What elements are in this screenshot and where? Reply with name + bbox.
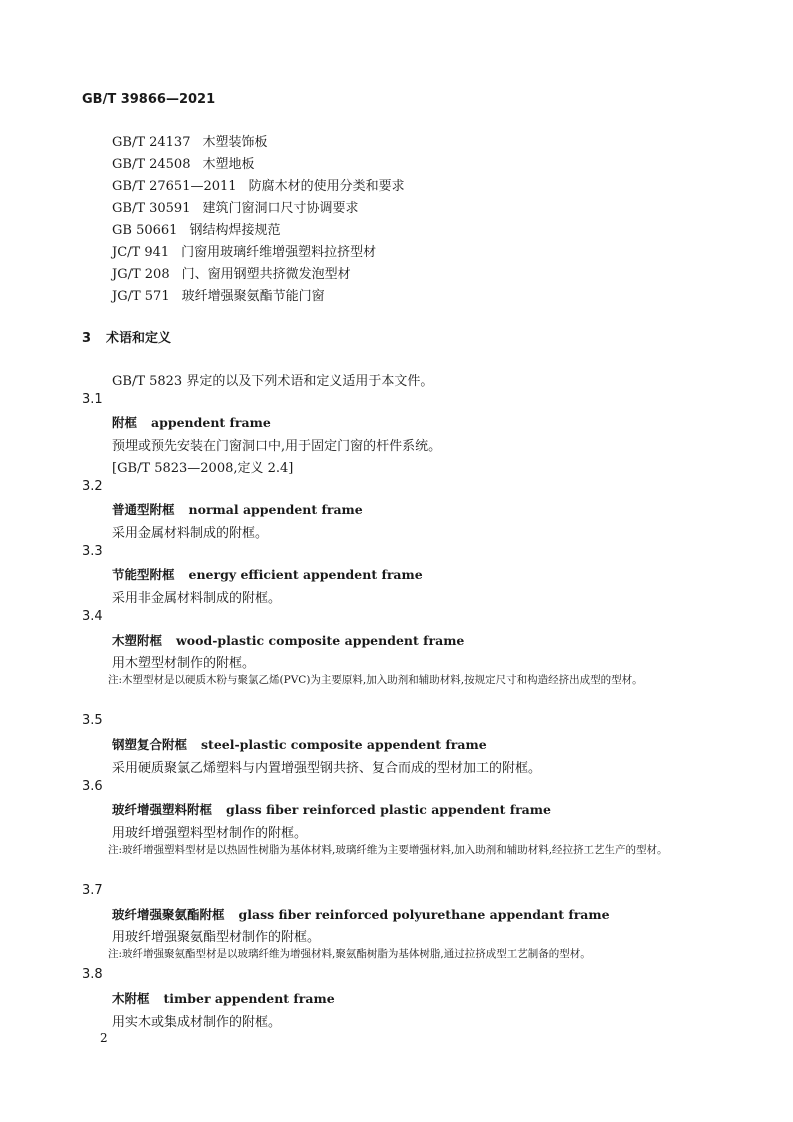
term-number: 3.3 bbox=[82, 544, 103, 559]
term-zh: 钢塑复合附框 bbox=[112, 737, 188, 752]
term-heading bbox=[112, 905, 610, 923]
reference-code: GB/T 27651—2011 bbox=[112, 179, 237, 194]
reference-item bbox=[112, 131, 268, 150]
term-zh: 木附框 bbox=[112, 991, 150, 1006]
term-heading bbox=[112, 989, 335, 1007]
term-number: 3.4 bbox=[82, 609, 103, 624]
term-en: timber appendent frame bbox=[163, 991, 335, 1006]
term-definition: 采用硬质聚氯乙烯塑料与内置增强型钢共挤、复合而成的型材加工的附框。 bbox=[112, 761, 542, 776]
reference-item bbox=[112, 241, 376, 260]
reference-title: 门窗用玻璃纤维增强塑料拉挤型材 bbox=[181, 245, 377, 260]
term-definition: 采用金属材料制成的附框。 bbox=[112, 526, 269, 541]
term-number: 3.7 bbox=[82, 883, 103, 898]
section-number: 3 bbox=[82, 331, 92, 346]
section-intro: GB/T 5823 界定的以及下列术语和定义适用于本文件。 bbox=[112, 374, 434, 389]
term-heading bbox=[112, 413, 271, 431]
section-heading bbox=[82, 327, 171, 346]
term-definition: 用玻纤增强塑料型材制作的附框。 bbox=[112, 826, 308, 841]
term-heading bbox=[112, 565, 423, 583]
term-definition: 预埋或预先安装在门窗洞口中,用于固定门窗的杆件系统。 bbox=[112, 439, 442, 454]
reference-code: JG/T 208 bbox=[112, 267, 170, 282]
term-number: 3.8 bbox=[82, 967, 103, 982]
term-note: 注:玻纤增强塑料型材是以热固性树脂为基体材料,玻璃纤维为主要增强材料,加入助剂和辅助材料,经拉挤工艺生产的型材。 bbox=[108, 844, 668, 856]
reference-title: 木塑装饰板 bbox=[202, 135, 268, 150]
standard-code: GB/T 39866—2021 bbox=[82, 92, 216, 107]
term-heading bbox=[112, 631, 464, 649]
reference-code: GB/T 24508 bbox=[112, 157, 191, 172]
term-note: 注:木塑型材是以硬质木粉与聚氯乙烯(PVC)为主要原料,加入助剂和辅助材料,按规定尺寸和构造经挤出成型的型材。 bbox=[108, 674, 643, 686]
reference-item bbox=[112, 263, 351, 282]
term-en: normal appendent frame bbox=[188, 502, 363, 517]
reference-title: 玻纤增强聚氨酯节能门窗 bbox=[181, 289, 325, 304]
term-en: steel-plastic composite appendent frame bbox=[201, 737, 487, 752]
term-definition: 用木塑型材制作的附框。 bbox=[112, 656, 256, 671]
reference-item bbox=[112, 153, 255, 172]
term-heading bbox=[112, 800, 551, 818]
term-en: appendent frame bbox=[151, 415, 271, 430]
reference-code: GB 50661 bbox=[112, 223, 178, 238]
reference-code: JC/T 941 bbox=[112, 245, 170, 260]
term-zh: 木塑附框 bbox=[112, 633, 163, 648]
reference-item bbox=[112, 175, 405, 194]
reference-code: JG/T 571 bbox=[112, 289, 170, 304]
reference-item bbox=[112, 197, 359, 216]
term-definition: 采用非金属材料制成的附框。 bbox=[112, 591, 282, 606]
reference-title: 防腐木材的使用分类和要求 bbox=[248, 179, 405, 194]
term-en: wood-plastic composite appendent frame bbox=[176, 633, 465, 648]
reference-title: 木塑地板 bbox=[202, 157, 255, 172]
term-zh: 附框 bbox=[112, 415, 138, 430]
term-zh: 玻纤增强塑料附框 bbox=[112, 802, 213, 817]
term-en: glass fiber reinforced polyurethane appendant frame bbox=[238, 907, 610, 922]
term-number: 3.6 bbox=[82, 779, 103, 794]
reference-title: 门、窗用钢塑共挤微发泡型材 bbox=[181, 267, 351, 282]
term-en: glass fiber reinforced plastic appendent frame bbox=[226, 802, 551, 817]
reference-title: 建筑门窗洞口尺寸协调要求 bbox=[202, 201, 359, 216]
term-source: [GB/T 5823—2008,定义 2.4] bbox=[112, 461, 294, 476]
term-number: 3.5 bbox=[82, 713, 103, 728]
term-zh: 普通型附框 bbox=[112, 502, 175, 517]
term-heading bbox=[112, 500, 363, 518]
page-number: 2 bbox=[100, 1031, 108, 1045]
term-number: 3.2 bbox=[82, 479, 103, 494]
term-number: 3.1 bbox=[82, 392, 103, 407]
reference-code: GB/T 24137 bbox=[112, 135, 191, 150]
term-zh: 节能型附框 bbox=[112, 567, 175, 582]
term-en: energy efficient appendent frame bbox=[188, 567, 423, 582]
term-definition: 用玻纤增强聚氨酯型材制作的附框。 bbox=[112, 930, 321, 945]
term-note: 注:玻纤增强聚氨酯型材是以玻璃纤维为增强材料,聚氨酯树脂为基体树脂,通过拉挤成型工艺制备的型材。 bbox=[108, 948, 591, 960]
section-title: 术语和定义 bbox=[106, 331, 172, 346]
reference-item bbox=[112, 285, 325, 304]
reference-item bbox=[112, 219, 280, 238]
term-heading bbox=[112, 735, 487, 753]
reference-code: GB/T 30591 bbox=[112, 201, 191, 216]
term-definition: 用实木或集成材制作的附框。 bbox=[112, 1015, 282, 1030]
reference-title: 钢结构焊接规范 bbox=[189, 223, 281, 238]
term-zh: 玻纤增强聚氨酯附框 bbox=[112, 907, 225, 922]
